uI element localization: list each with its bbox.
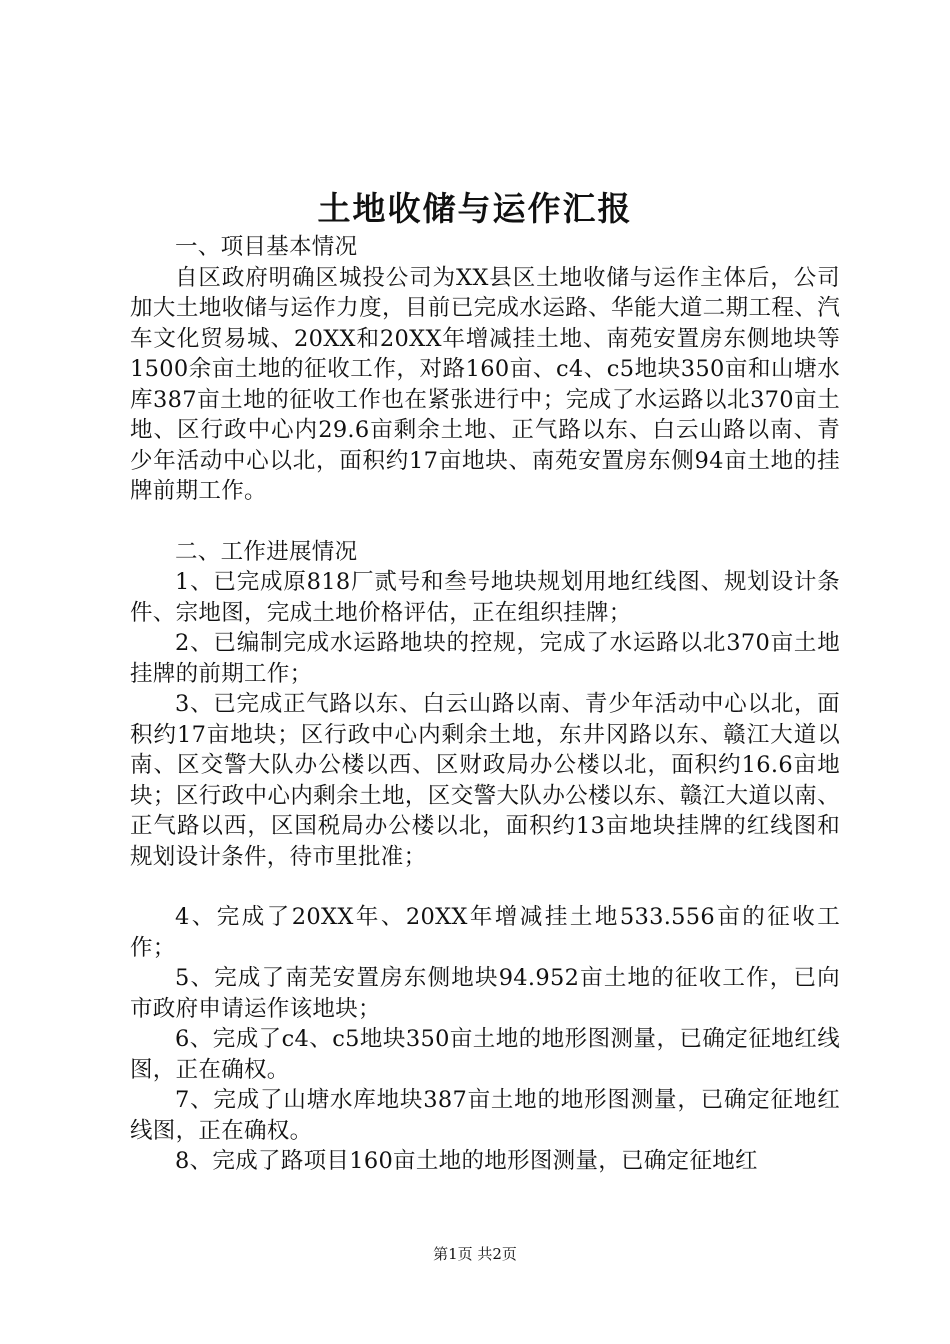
progress-item-1: 1、已完成原818厂贰号和叁号地块规划用地红线图、规划设计条件、宗地图，完成土地价格评估，正在组织挂牌； <box>130 569 840 626</box>
page-number-footer: 第1页 共2页 <box>433 1245 517 1263</box>
progress-item-3: 3、已完成正气路以东、白云山路以南、青少年活动中心以北，面积约17亩地块；区行政中心内剩余土地，东井冈路以东、赣江大道以南、区交警大队办公楼以西、区财政局办公楼以北，面积约16.6亩地块；区行政中心内剩余土地，区交警大队办公楼以东、赣江大道以南、正气路以西，区国税局办公楼以北，面积约13亩地块挂牌的红线图和规划设计条件，待市里批准； <box>130 691 840 870</box>
progress-item-7: 7、完成了山塘水库地块387亩土地的地形图测量，已确定征地红线图，正在确权。 <box>130 1087 840 1144</box>
progress-item-8: 8、完成了路项目160亩土地的地形图测量，已确定征地红 <box>175 1148 758 1174</box>
section-heading-basic-info: 一、项目基本情况 <box>175 234 358 260</box>
document-title: 土地收储与运作汇报 <box>317 189 633 228</box>
progress-item-2: 2、已编制完成水运路地块的控规，完成了水运路以北370亩土地挂牌的前期工作； <box>130 630 840 687</box>
section-heading-progress: 二、工作进展情况 <box>175 538 358 565</box>
progress-item-4: 4、完成了20XX年、20XX年增减挂土地533.556亩的征收工作； <box>130 904 840 961</box>
progress-item-5: 5、完成了南芜安置房东侧地块94.952亩土地的征收工作，已向市政府申请运作该地块； <box>130 965 840 1022</box>
progress-item-6: 6、完成了c4、c5地块350亩土地的地形图测量，已确定征地红线图，正在确权。 <box>130 1026 840 1083</box>
document-body <box>130 232 840 1177</box>
paragraph-basic-info: 自区政府明确区城投公司为XX县区土地收储与运作主体后，公司加大土地收储与运作力度，目前已完成水运路、华能大道二期工程、汽车文化贸易城、20XX和20XX年增减挂土地、南苑安置房东侧地块等1500余亩土地的征收工作，对路160亩、c4、c5地块350亩和山塘水库387亩土地的征收工作也在紧张进行中；完成了水运路以北370亩土地、区行政中心内29.6亩剩余土地、正气路以东、白云山路以南、青少年活动中心以北，面积约17亩地块、南苑安置房东侧94亩土地的挂牌前期工作。 <box>130 264 840 504</box>
